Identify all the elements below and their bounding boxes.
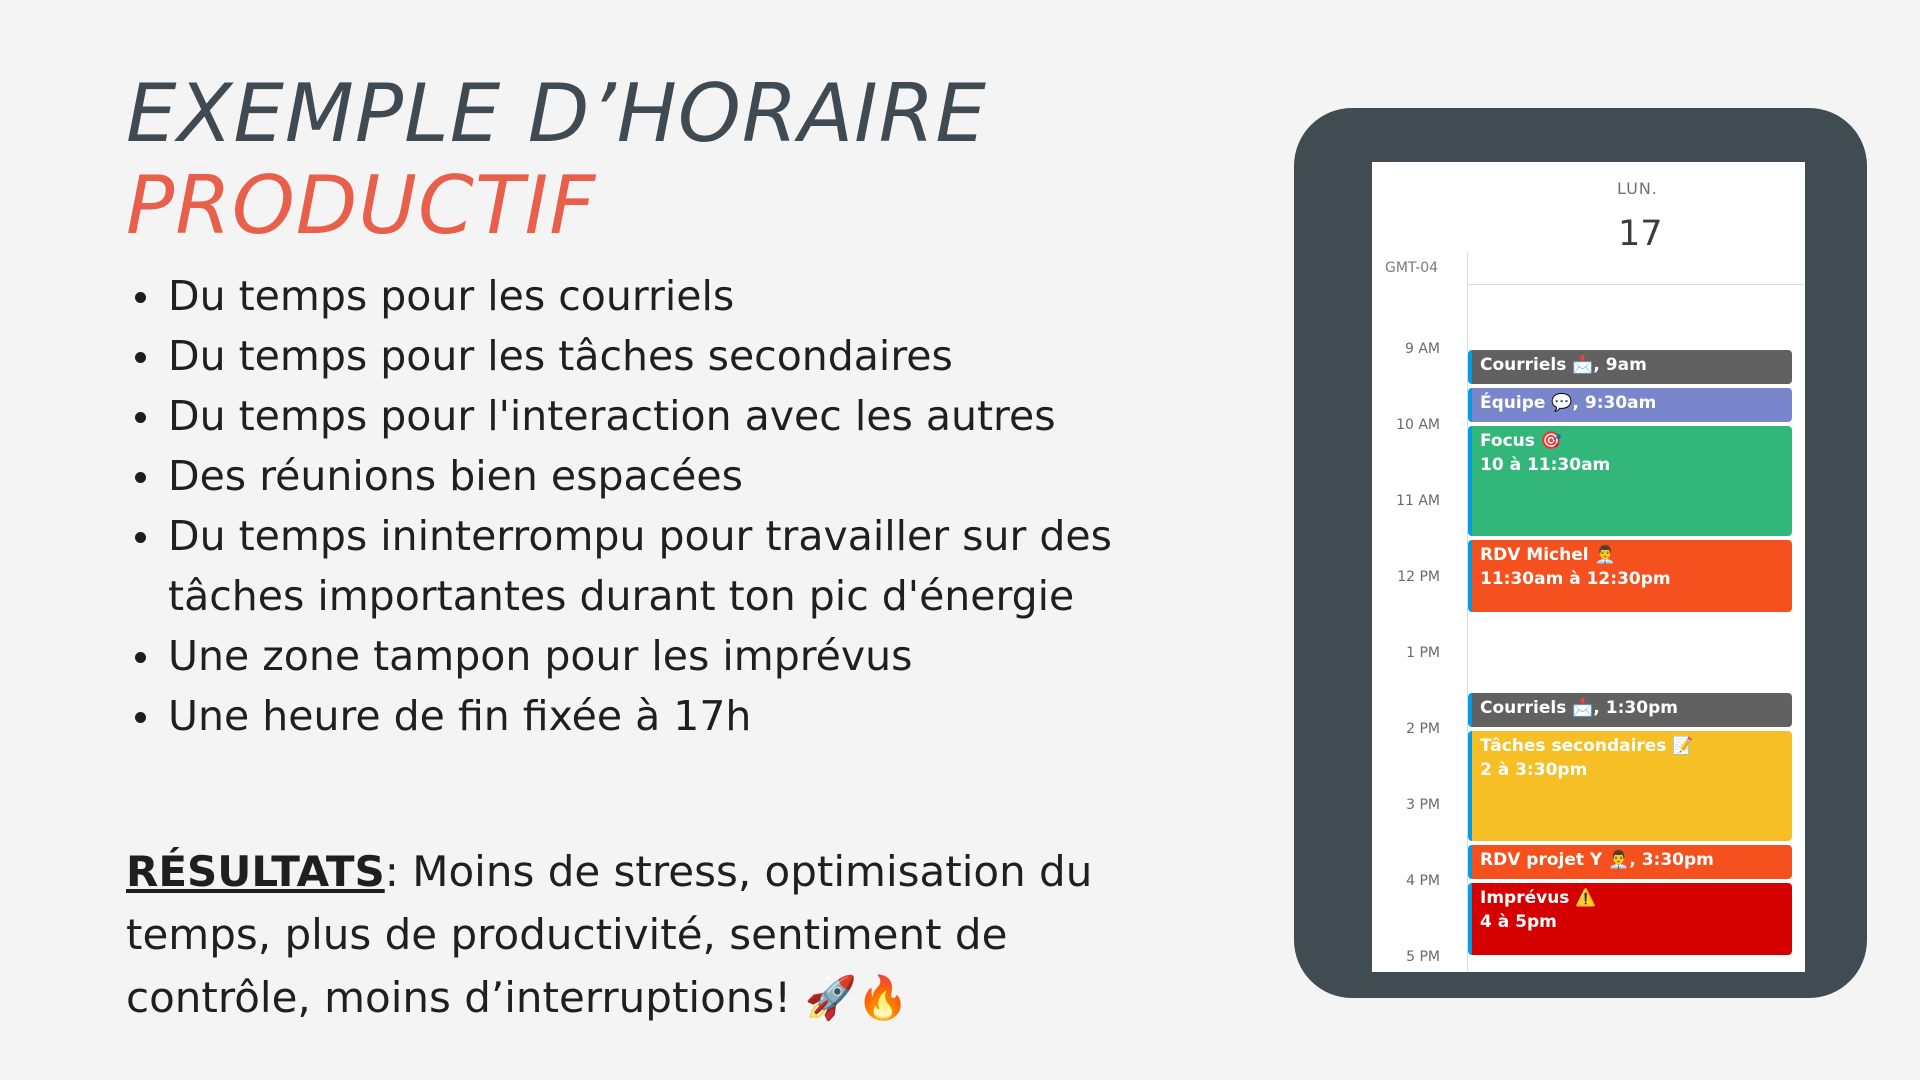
list-item: Des réunions bien espacées	[132, 446, 1172, 506]
bullet-list	[132, 266, 1172, 746]
calendar-event[interactable]	[1468, 350, 1792, 384]
results-label: RÉSULTATS	[126, 847, 385, 896]
calendar-event[interactable]	[1468, 883, 1792, 955]
list-item: Une zone tampon pour les imprévus	[132, 626, 1172, 686]
event-title: Courriels 📩	[1480, 698, 1594, 718]
results-text: : Moins de stress, optimisation du temps, plus de productivité, sentiment de contrôle, moins d’interruptions! 🚀🔥	[126, 847, 1093, 1022]
calendar-event[interactable]	[1468, 426, 1792, 536]
calendar-event[interactable]	[1468, 388, 1792, 422]
hour-label: 12 PM	[1397, 569, 1440, 585]
hour-label: 11 AM	[1396, 493, 1440, 509]
event-title: RDV projet Y 👨‍💼	[1480, 850, 1630, 870]
calendar-event[interactable]	[1468, 731, 1792, 841]
timezone-label: GMT-04	[1385, 260, 1439, 276]
event-title: RDV Michel 👨‍💼	[1480, 545, 1616, 565]
calendar-screen	[1372, 162, 1805, 972]
day-name: LUN.	[1617, 179, 1658, 198]
event-time: 11:30am à 12:30pm	[1480, 569, 1671, 589]
event-title: Courriels 📩	[1480, 355, 1594, 375]
event-title: Tâches secondaires 📝	[1480, 736, 1694, 756]
event-time: , 1:30pm	[1593, 698, 1678, 718]
results-paragraph	[126, 840, 1166, 1029]
day-number: 17	[1618, 214, 1663, 254]
page-title	[126, 68, 987, 252]
event-time: 10 à 11:30am	[1480, 455, 1611, 475]
event-time: 2 à 3:30pm	[1480, 760, 1588, 780]
hour-label: 5 PM	[1406, 949, 1440, 965]
event-title: Imprévus ⚠️	[1480, 888, 1597, 908]
list-item: Du temps pour les tâches secondaires	[132, 326, 1172, 386]
list-item: Du temps pour les courriels	[132, 266, 1172, 326]
event-time: 4 à 5pm	[1480, 912, 1557, 932]
hour-label: 3 PM	[1406, 797, 1440, 813]
divider	[1467, 284, 1805, 285]
hour-label: 4 PM	[1406, 873, 1440, 889]
calendar-event[interactable]	[1468, 845, 1792, 879]
hour-label: 1 PM	[1406, 645, 1440, 661]
event-title: Focus 🎯	[1480, 431, 1562, 451]
event-time: , 3:30pm	[1629, 850, 1714, 870]
list-item: Du temps pour l'interaction avec les autres	[132, 386, 1172, 446]
hour-label: 10 AM	[1396, 417, 1440, 433]
list-item: Du temps ininterrompu pour travailler sur des tâches importantes durant ton pic d'énergie	[132, 506, 1172, 626]
title-line-2: PRODUCTIF	[126, 159, 597, 252]
event-title: Équipe 💬	[1480, 393, 1573, 413]
hour-label: 2 PM	[1406, 721, 1440, 737]
hour-label: 9 AM	[1404, 341, 1440, 357]
calendar-event[interactable]	[1468, 693, 1792, 727]
list-item: Une heure de fin fixée à 17h	[132, 686, 1172, 746]
title-line-1: EXEMPLE D’HORAIRE	[126, 67, 987, 160]
calendar-event[interactable]	[1468, 540, 1792, 612]
event-time: , 9am	[1593, 355, 1647, 375]
event-time: , 9:30am	[1572, 393, 1657, 413]
